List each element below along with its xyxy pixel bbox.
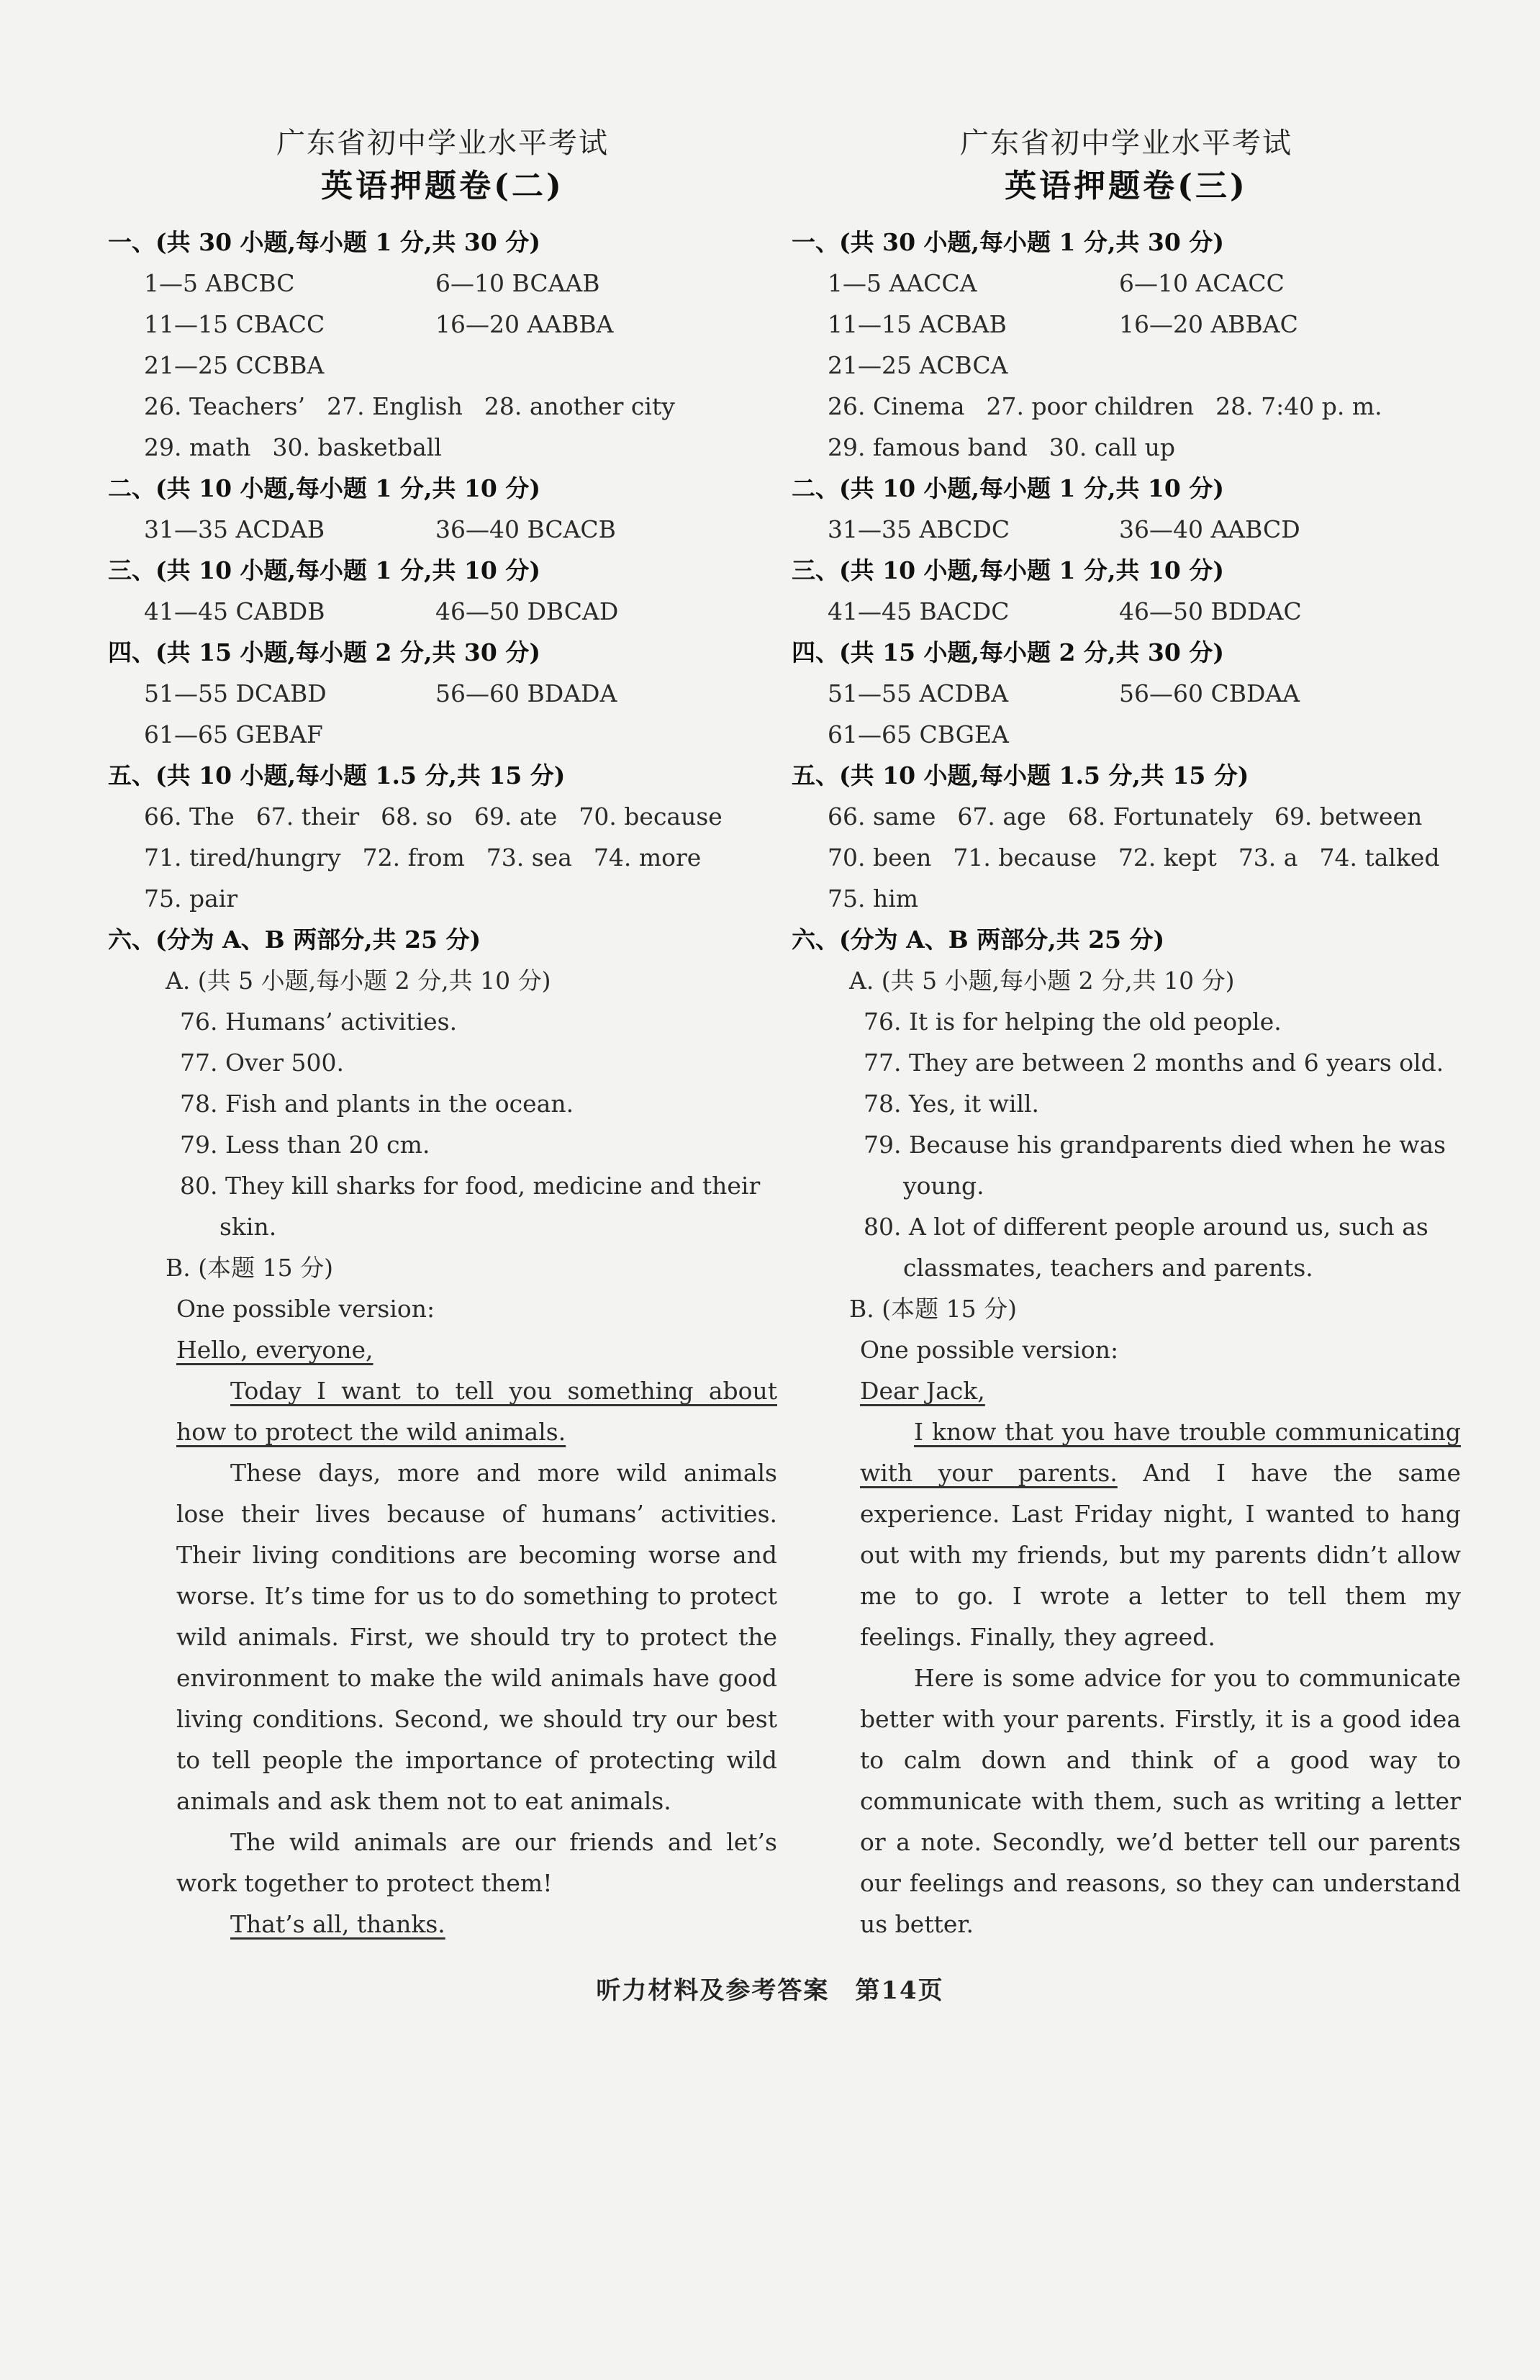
fill-answer-row xyxy=(108,878,777,919)
answer-group: 6—10 BCAAB xyxy=(435,269,600,297)
section-6-header: 六、(分为 A、B 两部分,共 25 分) xyxy=(792,926,1165,954)
answer-row xyxy=(792,263,1461,304)
fill-answer: 69. between xyxy=(1274,802,1423,831)
fill-answer: 30. call up xyxy=(1048,433,1175,461)
answer-group: 11—15 CBACC xyxy=(144,310,325,338)
fill-answer: 69. ate xyxy=(474,802,558,831)
part-a-header: A. (共 5 小题,每小题 2 分,共 10 分) xyxy=(849,967,1235,995)
fill-answer: 70. because xyxy=(579,802,723,831)
section-6-header: 六、(分为 A、B 两部分,共 25 分) xyxy=(108,926,481,954)
essay-paragraph-2: These days, more and more wild animals lose their lives because of humans’ activities. Their living conditions are becoming worse and worse. It’s time for us to do something to protect wild animals. First, we should try to protect the environment to make the wild animals have good living conditions. Second, we should try our best to tell people the importance of protecting wild animals and ask them not to eat animals. xyxy=(176,1459,777,1815)
section-1-header: 一、(共 30 小题,每小题 1 分,共 30 分) xyxy=(792,228,1224,256)
fill-answer: 26. Teachers’ xyxy=(144,392,306,420)
answer-row xyxy=(108,714,777,755)
fill-answer: 72. from xyxy=(362,843,465,872)
answer-group: 16—20 ABBAC xyxy=(1119,310,1298,338)
fill-answer: 28. 7:40 p. m. xyxy=(1215,392,1382,420)
fill-answer-row xyxy=(108,837,777,878)
fill-answer: 66. same xyxy=(828,802,936,831)
fill-answer: 66. The xyxy=(144,802,235,831)
answer-group: 51—55 ACDBA xyxy=(828,679,1009,707)
fill-answer: 75. pair xyxy=(144,884,238,913)
essay-closing: That’s all, thanks. xyxy=(230,1910,445,1938)
answer-group: 16—20 AABBA xyxy=(435,310,614,338)
fill-answer: 30. basketball xyxy=(272,433,442,461)
answer-group: 51—55 DCABD xyxy=(144,679,327,707)
answer-group: 56—60 CBDAA xyxy=(1119,679,1300,707)
model-essay xyxy=(108,1288,777,1945)
section-3-header: 三、(共 10 小题,每小题 1 分,共 10 分) xyxy=(108,556,540,584)
fill-answer-row xyxy=(108,386,777,427)
fill-answer: 74. talked xyxy=(1319,843,1440,872)
fill-answer: 27. English xyxy=(327,392,463,420)
answer-group: 1—5 AACCA xyxy=(828,269,977,297)
exam-title: 广东省初中学业水平考试 xyxy=(276,127,609,160)
fill-answer: 27. poor children xyxy=(986,392,1195,420)
answer-row xyxy=(108,673,777,714)
short-answer: 80. They kill sharks for food, medicine and their skin. xyxy=(180,1172,761,1241)
answer-row xyxy=(108,591,777,632)
fill-answer: 75. him xyxy=(828,884,919,913)
fill-answer-row xyxy=(792,878,1461,919)
answer-row xyxy=(792,345,1461,386)
essay-greeting: Dear Jack, xyxy=(860,1377,985,1405)
fill-answer: 71. tired/hungry xyxy=(144,843,341,872)
fill-answer: 74. more xyxy=(593,843,702,872)
answer-key-column-2 xyxy=(108,122,777,1945)
essay-paragraph-2: Here is some advice for you to communicate better with your parents. Firstly, it is a good idea to calm down and think of a good way to communicate with them, such as writing a letter or a note. Secondly, we’d better tell our parents our feelings and reasons, so they can understand us better. xyxy=(860,1664,1461,1938)
short-answer: 79. Less than 20 cm. xyxy=(180,1131,430,1159)
essay-paragraph-1: I know that you have trouble communicating with your parents. And I have the same experience. Last Friday night, I wanted to hang out with my friends, but my parents didn’t allow me to go. I wrote a letter to tell them my feelings. Finally, they agreed. xyxy=(860,1418,1461,1651)
paper-title: 英语押题卷(三) xyxy=(1005,168,1248,204)
fill-answer: 70. been xyxy=(828,843,932,872)
fill-answer-row xyxy=(792,837,1461,878)
answer-group: 31—35 ABCDC xyxy=(828,515,1010,543)
answer-group: 31—35 ACDAB xyxy=(144,515,325,543)
section-4-header: 四、(共 15 小题,每小题 2 分,共 30 分) xyxy=(792,638,1224,666)
fill-answer: 29. math xyxy=(144,433,251,461)
section-1-header: 一、(共 30 小题,每小题 1 分,共 30 分) xyxy=(108,228,540,256)
short-answer: 80. A lot of different people around us, such as classmates, teachers and parents. xyxy=(864,1213,1428,1282)
answer-row xyxy=(108,345,777,386)
section-3-header: 三、(共 10 小题,每小题 1 分,共 10 分) xyxy=(792,556,1224,584)
fill-answer: 28. another city xyxy=(484,392,675,420)
answer-row xyxy=(792,509,1461,550)
answer-group: 1—5 ABCBC xyxy=(144,269,295,297)
answer-row xyxy=(792,304,1461,345)
answer-group: 46—50 DBCAD xyxy=(435,597,619,625)
paper-title: 英语押题卷(二) xyxy=(321,168,564,204)
section-5-header: 五、(共 10 小题,每小题 1.5 分,共 15 分) xyxy=(108,761,566,789)
section-2-header: 二、(共 10 小题,每小题 1 分,共 10 分) xyxy=(792,474,1224,502)
section-5-header: 五、(共 10 小题,每小题 1.5 分,共 15 分) xyxy=(792,761,1249,789)
essay-greeting: Hello, everyone, xyxy=(176,1336,373,1364)
short-answer: 77. Over 500. xyxy=(180,1049,344,1077)
fill-answer: 67. age xyxy=(957,802,1046,831)
essay-paragraph-1: Today I want to tell you something about how to protect the wild animals. xyxy=(176,1377,777,1446)
answer-group: 36—40 AABCD xyxy=(1119,515,1300,543)
fill-answer: 71. because xyxy=(953,843,1097,872)
section-2-header: 二、(共 10 小题,每小题 1 分,共 10 分) xyxy=(108,474,540,502)
short-answer: 79. Because his grandparents died when he was young. xyxy=(864,1131,1446,1200)
fill-answer-row xyxy=(108,427,777,468)
answer-row xyxy=(108,263,777,304)
exam-title: 广东省初中学业水平考试 xyxy=(960,127,1292,160)
short-answer: 78. Fish and plants in the ocean. xyxy=(180,1090,574,1118)
fill-answer: 68. so xyxy=(381,802,453,831)
fill-answer: 29. famous band xyxy=(828,433,1028,461)
answer-group: 21—25 ACBCA xyxy=(828,351,1008,379)
short-answer: 77. They are between 2 months and 6 years old. xyxy=(864,1049,1444,1077)
fill-answer-row xyxy=(108,796,777,837)
fill-answer-row xyxy=(792,427,1461,468)
answer-group: 11—15 ACBAB xyxy=(828,310,1007,338)
fill-answer-row xyxy=(792,796,1461,837)
fill-answer: 26. Cinema xyxy=(828,392,965,420)
answer-group: 21—25 CCBBA xyxy=(144,351,325,379)
section-4-header: 四、(共 15 小题,每小题 2 分,共 30 分) xyxy=(108,638,540,666)
answer-group: 41—45 BACDC xyxy=(828,597,1010,625)
part-a-header: A. (共 5 小题,每小题 2 分,共 10 分) xyxy=(166,967,551,995)
answer-row xyxy=(792,591,1461,632)
answer-group: 61—65 CBGEA xyxy=(828,720,1009,748)
part-b-header: B. (本题 15 分) xyxy=(849,1295,1017,1323)
answer-row xyxy=(108,509,777,550)
answer-group: 6—10 ACACC xyxy=(1119,269,1285,297)
page-footer: 听力材料及参考答案 第14页 xyxy=(596,1976,944,2005)
essay-paragraph-3: The wild animals are our friends and let’s work together to protect them! xyxy=(176,1828,777,1897)
answer-group: 36—40 BCACB xyxy=(435,515,616,543)
fill-answer: 73. a xyxy=(1238,843,1298,872)
fill-answer: 67. their xyxy=(255,802,360,831)
answer-group: 56—60 BDADA xyxy=(435,679,617,707)
answer-row xyxy=(108,304,777,345)
fill-answer: 68. Fortunately xyxy=(1067,802,1253,831)
fill-answer: 72. kept xyxy=(1118,843,1217,872)
answer-group: 46—50 BDDAC xyxy=(1119,597,1302,625)
answer-key-column-3 xyxy=(792,122,1461,1945)
part-b-header: B. (本题 15 分) xyxy=(166,1254,333,1282)
answer-row xyxy=(792,714,1461,755)
fill-answer-row xyxy=(792,386,1461,427)
short-answer: 78. Yes, it will. xyxy=(864,1090,1040,1118)
short-answer: 76. Humans’ activities. xyxy=(180,1008,458,1036)
answer-group: 41—45 CABDB xyxy=(144,597,325,625)
answer-group: 61—65 GEBAF xyxy=(144,720,323,748)
answer-row xyxy=(792,673,1461,714)
short-answer: 76. It is for helping the old people. xyxy=(864,1008,1282,1036)
essay-version-label: One possible version: xyxy=(176,1295,435,1323)
model-essay xyxy=(792,1329,1461,1945)
essay-version-label: One possible version: xyxy=(860,1336,1119,1364)
fill-answer: 73. sea xyxy=(486,843,572,872)
